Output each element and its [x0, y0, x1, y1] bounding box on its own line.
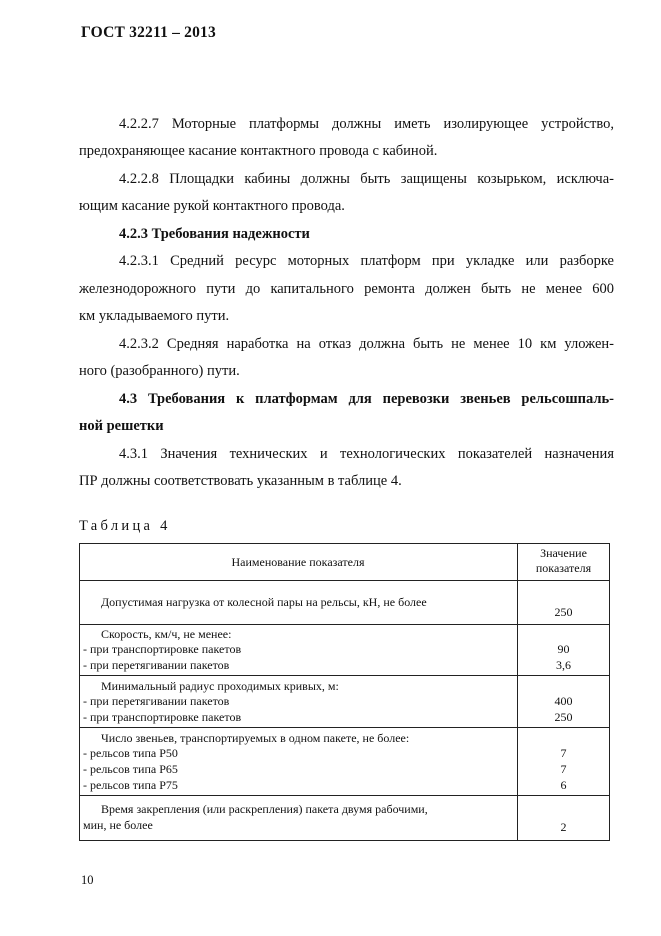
- table-row-value: 3,6: [556, 658, 571, 672]
- paragraph-4-2-2-8-line-2: ющим касание рукой контактного провода.: [79, 198, 345, 214]
- paragraph-4-2-3-1-line-1: 4.2.3.1 Средний ресурс моторных платформ при укладке или разборке: [119, 253, 614, 269]
- column-header-value-line-1: Значение: [540, 546, 587, 560]
- table-row-value: 400: [554, 694, 573, 708]
- table-row-value: 90: [557, 642, 570, 656]
- paragraph-4-2-3-2-line-1: 4.2.3.2 Средняя наработка на отказ должна быть не менее 10 км уложен-: [119, 336, 614, 352]
- table-row-value: 250: [554, 710, 573, 724]
- table-header-divider: [79, 580, 610, 581]
- table-row-subitem: - рельсов типа Р65: [83, 762, 178, 776]
- section-heading-4-3-line-2: ной решетки: [79, 418, 164, 434]
- table-row-value: 250: [554, 605, 573, 619]
- table-row-name: Время закрепления (или раскрепления) пакета двумя рабочими,: [101, 802, 428, 816]
- table-row-name: Число звеньев, транспортируемых в одном пакете, не более:: [101, 731, 410, 745]
- table-row-name: Допустимая нагрузка от колесной пары на рельсы, кН, не более: [101, 595, 427, 609]
- table-row-subitem: - рельсов типа Р50: [83, 746, 178, 760]
- table-row-divider: [79, 624, 610, 625]
- paragraph-4-3-1-line-2: ПР должны соответствовать указанным в таблице 4.: [79, 473, 402, 489]
- paragraph-4-2-3-1-line-3: км укладываемого пути.: [79, 308, 230, 324]
- table-row-divider: [79, 727, 610, 728]
- column-header-value-line-2: показателя: [535, 561, 592, 575]
- table-row-subitem: - при транспортировке пакетов: [83, 642, 242, 656]
- table-row-subitem: - рельсов типа Р75: [83, 778, 178, 792]
- table-row-value: 7: [560, 762, 567, 776]
- indicators-table: [79, 543, 610, 841]
- page-number: 10: [81, 873, 94, 887]
- paragraph-4-2-2-8-line-1: 4.2.2.8 Площадки кабины должны быть защищены козырьком, исключа-: [119, 171, 614, 187]
- table-row-name-continuation: мин, не более: [83, 818, 153, 832]
- table-row-divider: [79, 675, 610, 676]
- paragraph-4-2-3-1-line-2: железнодорожного пути до капитального ремонта должен быть не менее 600: [79, 281, 614, 297]
- table-row-subitem: - при транспортировке пакетов: [83, 710, 242, 724]
- paragraph-4-2-2-7-line-1: 4.2.2.7 Моторные платформы должны иметь изолирующее устройство,: [119, 116, 614, 132]
- table-caption: Таблица 4: [79, 518, 171, 534]
- table-row-value: 2: [560, 820, 567, 834]
- table-row-subitem: - при перетягивании пакетов: [83, 694, 230, 708]
- table-border-right: [609, 543, 610, 841]
- document-code: ГОСТ 32211 – 2013: [81, 24, 216, 41]
- table-row-value: 6: [560, 778, 567, 792]
- table-row-divider: [79, 795, 610, 796]
- table-border-top: [79, 543, 610, 544]
- paragraph-4-2-2-7-line-2: предохраняющее касание контактного провода с кабиной.: [79, 143, 438, 159]
- section-heading-4-3-line-1: 4.3 Требования к платформам для перевозки звеньев рельсошпаль-: [119, 391, 614, 407]
- paragraph-4-2-3-2-line-2: ного (разобранного) пути.: [79, 363, 240, 379]
- table-row-subitem: - при перетягивании пакетов: [83, 658, 230, 672]
- table-row-value: 7: [560, 746, 567, 760]
- column-header-name: Наименование показателя: [231, 555, 365, 569]
- paragraph-4-3-1-line-1: 4.3.1 Значения технических и технологических показателей назначения: [119, 446, 614, 462]
- table-row-name: Скорость, км/ч, не менее:: [101, 627, 232, 641]
- table-border-bottom: [79, 840, 610, 841]
- section-heading-4-2-3: 4.2.3 Требования надежности: [119, 226, 310, 242]
- table-row-name: Минимальный радиус проходимых кривых, м:: [101, 679, 339, 693]
